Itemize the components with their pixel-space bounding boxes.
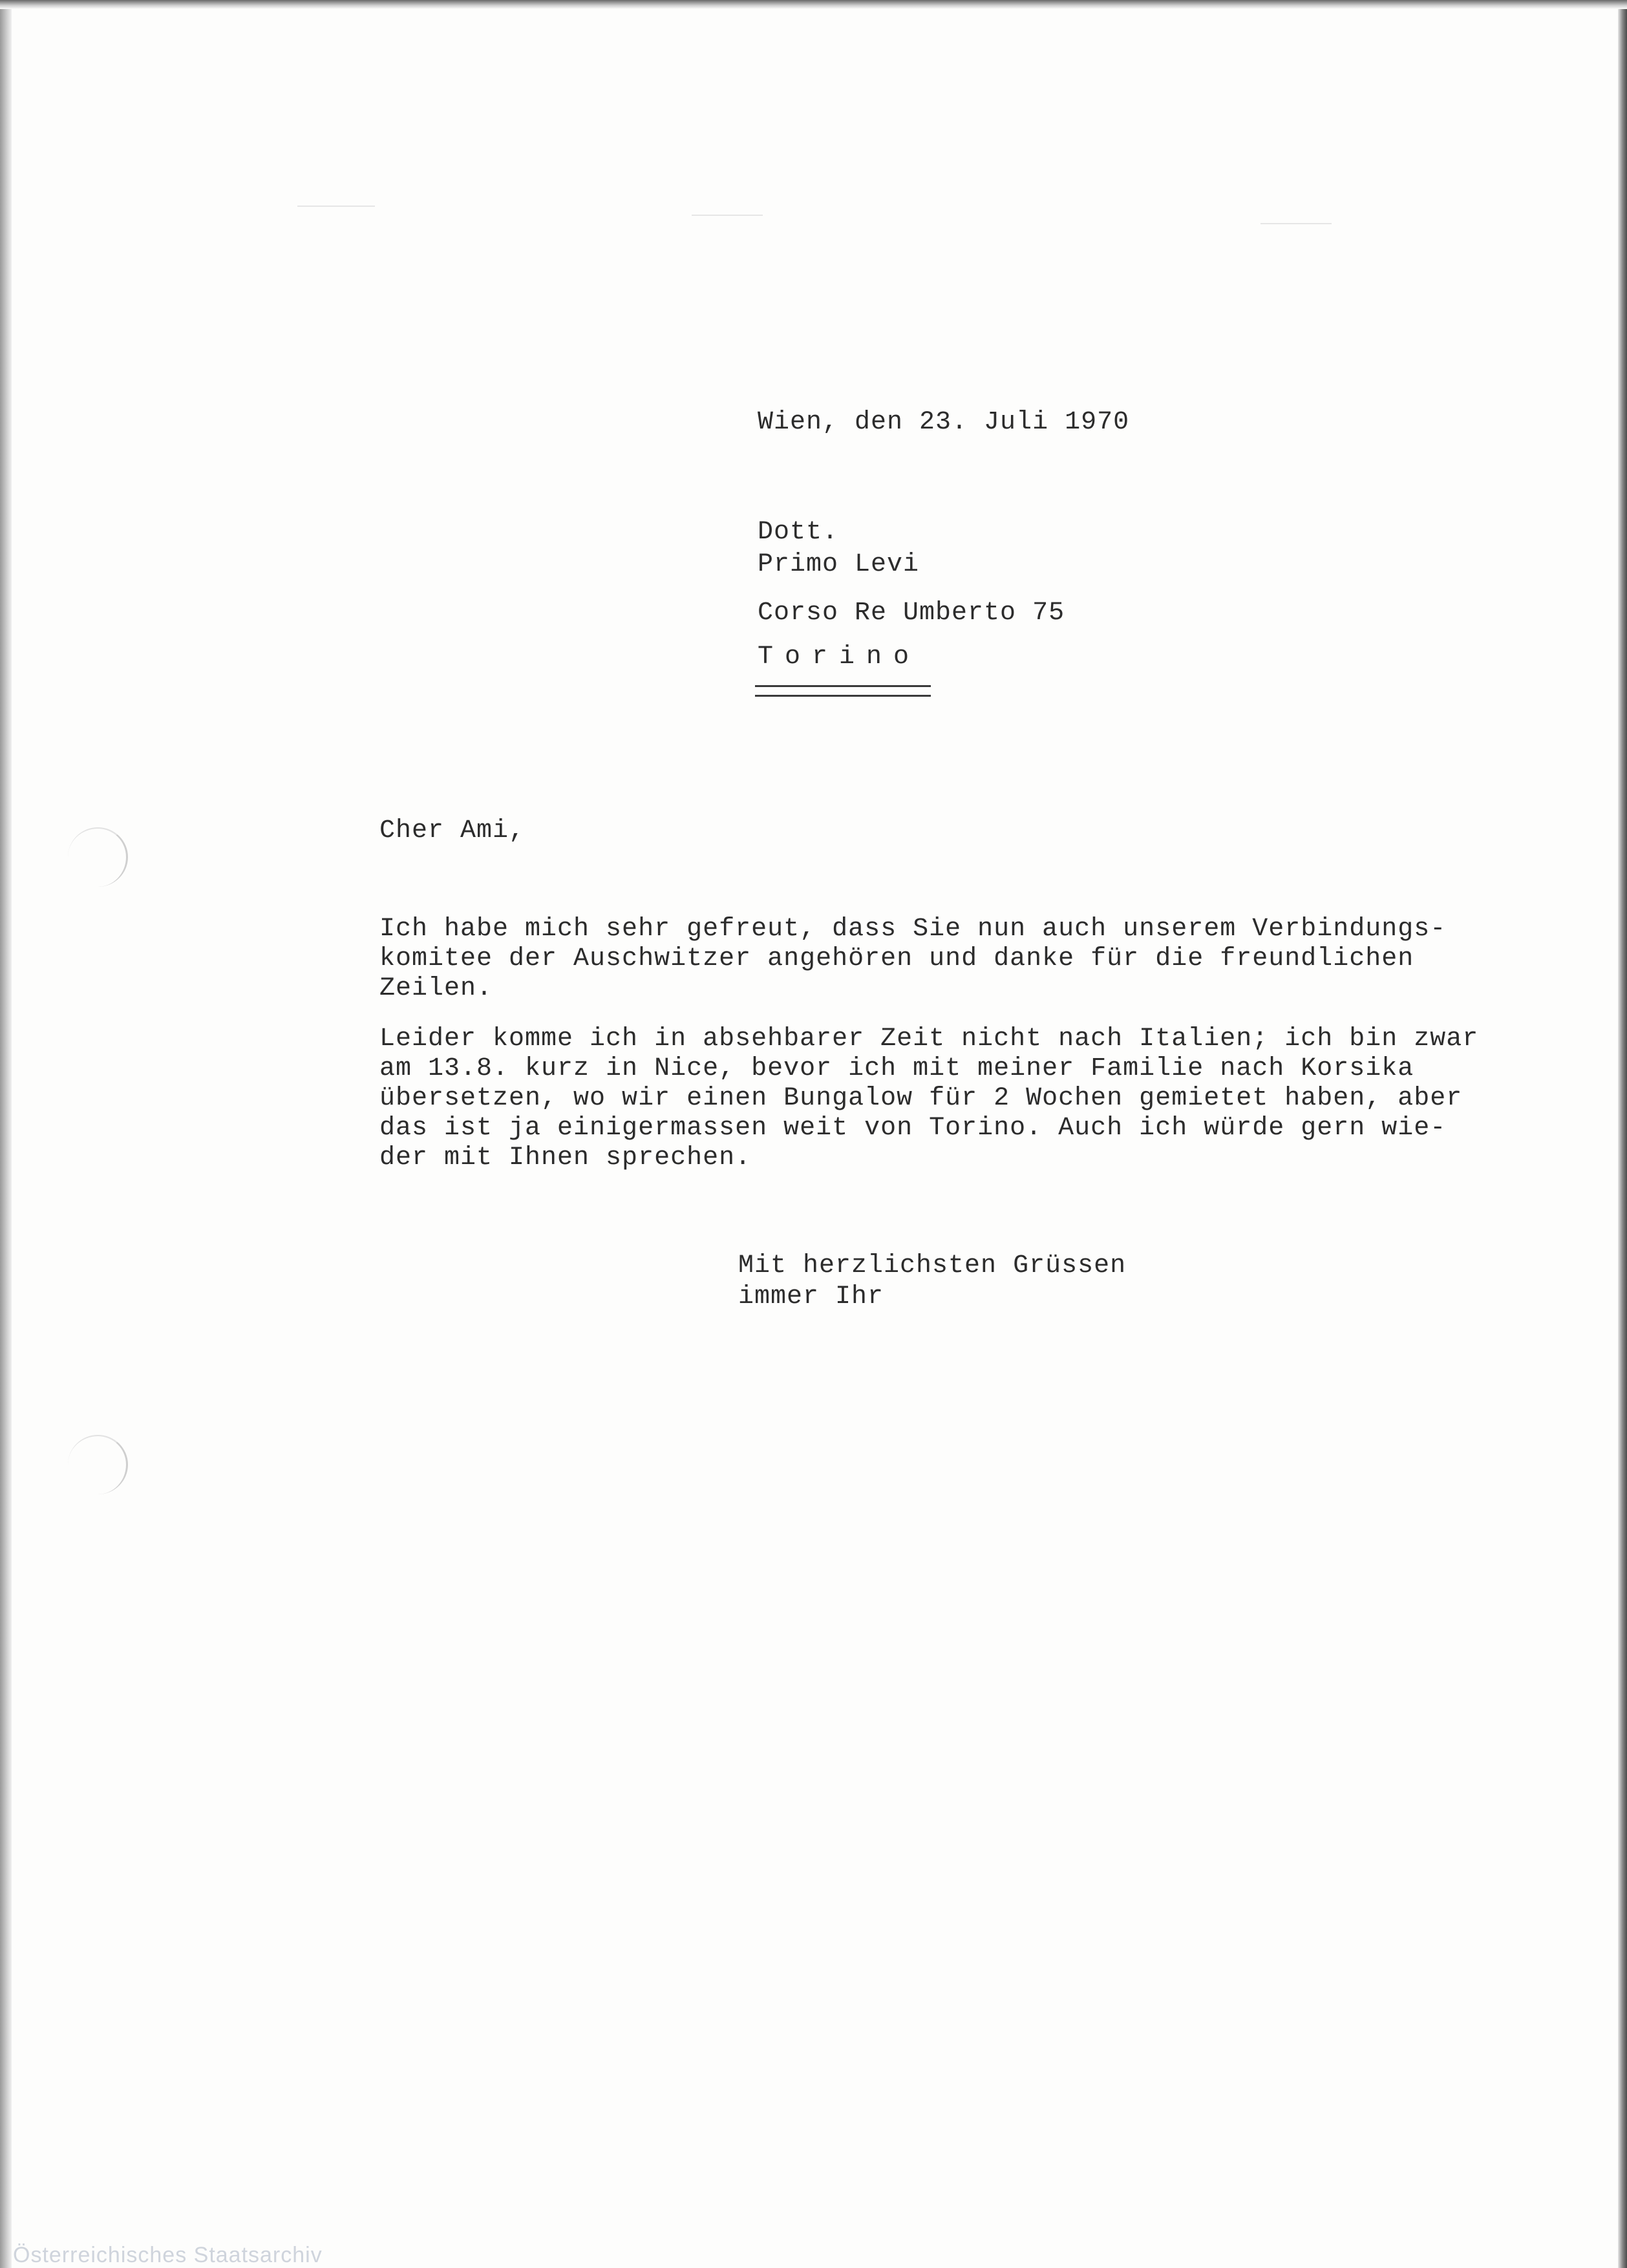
scan-left-edge: [0, 0, 12, 2268]
recipient-street: Corso Re Umberto 75: [758, 599, 1065, 628]
date-line: Wien, den 23. Juli 1970: [758, 408, 1130, 437]
archive-watermark: Österreichisches Staatsarchiv: [13, 2243, 323, 2267]
scan-right-edge: [1618, 0, 1627, 2268]
body-paragraph-2: Leider komme ich in absehbarer Zeit nicht nach Italien; ich bin zwar am 13.8. kurz in Nice, bevor ich mit meiner Familie nach Korsika übersetzen, wo wir einen Bungalow für 2 Wochen gemietet haben, aber das ist ja einigermassen weit von Torino. Auch ich würde gern wie- der mit Ihnen sprechen.: [379, 1024, 1479, 1172]
city-underline: [755, 685, 931, 697]
closing-line-1: Mit herzlichsten Grüssen: [738, 1251, 1127, 1280]
recipient-city: Torino: [758, 642, 921, 672]
body-paragraph-1: Ich habe mich sehr gefreut, dass Sie nun auch unserem Verbindungs- komitee der Auschwitzer angehören und danke für die freundlichen Zeilen.: [379, 915, 1447, 1003]
recipient-title: Dott.: [758, 518, 839, 547]
faint-mark: [692, 215, 763, 216]
faint-mark: [1260, 223, 1332, 224]
scan-top-edge: [0, 0, 1627, 9]
punch-hole: [68, 827, 128, 887]
closing-line-2: immer Ihr: [738, 1282, 884, 1311]
punch-hole: [68, 1435, 128, 1494]
salutation: Cher Ami,: [379, 816, 526, 845]
recipient-name: Primo Levi: [758, 550, 920, 579]
faint-mark: [297, 206, 375, 207]
